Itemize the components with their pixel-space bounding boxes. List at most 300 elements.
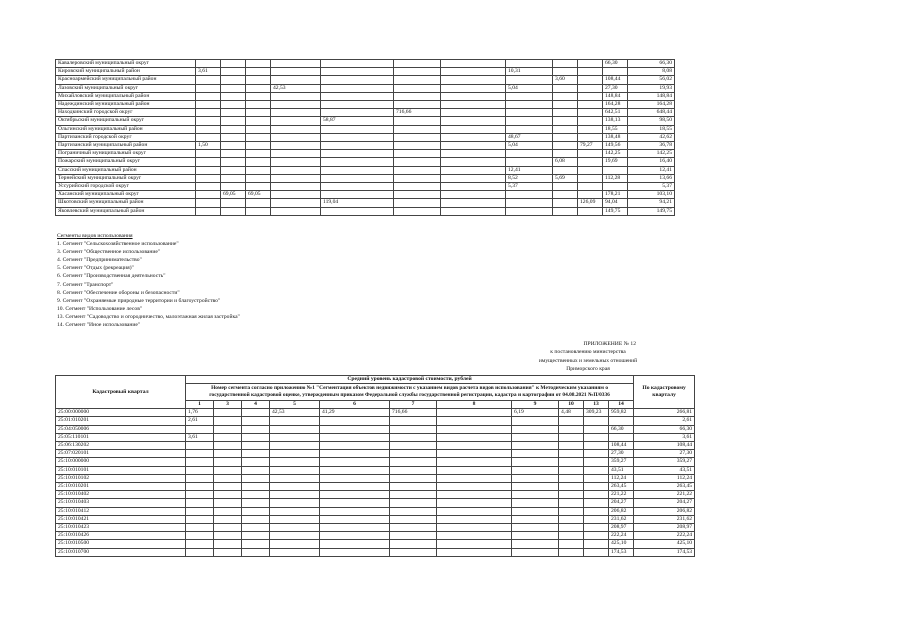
segment-value-c9: 5,04 xyxy=(506,84,553,92)
segment-value-c1 xyxy=(196,191,221,199)
segment-value-c14 xyxy=(609,433,634,441)
cadastral-quarter-number: 25:10:010421 xyxy=(56,515,186,523)
municipality-name: Октябрьский муниципальный округ xyxy=(56,117,196,125)
segment-value-c10 xyxy=(559,524,584,532)
municipality-name: Яковлевский муниципальный район xyxy=(56,207,196,215)
segment-value-c6 xyxy=(320,491,390,499)
segment-value-c9 xyxy=(512,425,559,433)
segment-value-c1 xyxy=(196,166,221,174)
segment-value-c13 xyxy=(584,433,609,441)
segment-value-c14: 221,22 xyxy=(609,491,634,499)
segment-value-c9 xyxy=(512,532,559,540)
table-row xyxy=(56,84,675,92)
segment-value-c6 xyxy=(321,68,394,76)
table-row xyxy=(56,474,695,482)
segment-value-c9 xyxy=(506,207,553,215)
segment-value-c5 xyxy=(270,491,320,499)
segment-value-c3 xyxy=(221,183,246,191)
municipality-name: Тернейский муниципальный округ xyxy=(56,174,196,182)
segment-value-c8 xyxy=(441,117,506,125)
segment-value-c7 xyxy=(390,548,437,556)
segment-value-c7: 716,66 xyxy=(390,409,437,417)
segment-value-c1 xyxy=(196,109,221,117)
municipality-name: Ольгинский муниципальный район xyxy=(56,125,196,133)
segment-value-c5 xyxy=(271,92,321,100)
segment-value-c10 xyxy=(553,150,578,158)
segment-value-c14: 108,44 xyxy=(609,442,634,450)
segment-value-c7 xyxy=(390,450,437,458)
segment-value-c10 xyxy=(553,183,578,191)
segment-value-c4 xyxy=(246,84,271,92)
segment-value-c6 xyxy=(320,433,390,441)
segment-value-c8 xyxy=(441,150,506,158)
segment-value-c6 xyxy=(320,417,390,425)
segment-value-c13 xyxy=(578,150,603,158)
segment-value-c7 xyxy=(394,158,441,166)
quarter-total: 222,24 xyxy=(634,532,695,540)
table-row xyxy=(56,125,675,133)
segment-value-c8 xyxy=(437,483,512,491)
municipality-total: 56,02 xyxy=(628,76,675,84)
segment-value-c9 xyxy=(512,548,559,556)
segment-value-c3 xyxy=(214,458,242,466)
segment-value-c14: 149,56 xyxy=(603,142,628,150)
segment-value-c3 xyxy=(214,499,242,507)
segment-value-c9 xyxy=(506,117,553,125)
municipality-name: Уссурийский городской округ xyxy=(56,183,196,191)
segment-value-c14: 142,25 xyxy=(603,150,628,158)
segment-value-c5 xyxy=(271,101,321,109)
segment-value-c4 xyxy=(242,515,270,523)
cadastral-quarter-number: 25:10:010402 xyxy=(56,491,186,499)
segment-value-c3 xyxy=(214,507,242,515)
segment-value-c9 xyxy=(512,540,559,548)
cadastral-quarter-number: 25:10:010201 xyxy=(56,483,186,491)
segment-value-c10 xyxy=(559,442,584,450)
segment-value-c13 xyxy=(584,515,609,523)
segment-value-c5 xyxy=(271,68,321,76)
segment-value-c7: 716,66 xyxy=(394,109,441,117)
segment-value-c8 xyxy=(441,76,506,84)
legend-item: 13. Сегмент "Садоводство и огородничество, малоэтажная жилая застройка" xyxy=(57,313,240,320)
segment-value-c3 xyxy=(214,532,242,540)
segment-value-c6 xyxy=(321,92,394,100)
segment-value-c5 xyxy=(270,433,320,441)
segment-value-c14: 231,62 xyxy=(609,515,634,523)
segment-value-c3: 69,05 xyxy=(221,191,246,199)
segment-value-c6 xyxy=(320,458,390,466)
segment-value-c3 xyxy=(221,207,246,215)
segment-value-c9 xyxy=(512,442,559,450)
segment-value-c10 xyxy=(553,191,578,199)
segment-value-c8 xyxy=(437,548,512,556)
segment-value-c10 xyxy=(559,507,584,515)
segment-value-c3 xyxy=(221,84,246,92)
segment-value-c10 xyxy=(559,532,584,540)
segment-value-c5 xyxy=(270,450,320,458)
segment-value-c1 xyxy=(186,507,214,515)
segment-value-c13 xyxy=(584,425,609,433)
segment-value-c3 xyxy=(221,76,246,84)
municipality-name: Находкинский городской округ xyxy=(56,109,196,117)
segment-value-c6 xyxy=(321,174,394,182)
table-row xyxy=(56,199,675,207)
segment-value-c7 xyxy=(390,524,437,532)
segment-value-c14: 642,51 xyxy=(603,109,628,117)
segment-value-c6: 58,87 xyxy=(321,117,394,125)
segment-value-c7 xyxy=(394,174,441,182)
segment-value-c10 xyxy=(553,60,578,68)
segment-value-c4 xyxy=(246,117,271,125)
segment-value-c13 xyxy=(584,442,609,450)
segment-value-c5 xyxy=(270,483,320,491)
segment-value-c5 xyxy=(270,507,320,515)
segment-value-c3 xyxy=(214,491,242,499)
segment-value-c1 xyxy=(196,92,221,100)
segment-value-c1: 3,61 xyxy=(186,433,214,441)
municipality-name: Пожарский муниципальный округ xyxy=(56,158,196,166)
segment-value-c8 xyxy=(441,109,506,117)
segment-value-c6 xyxy=(321,76,394,84)
table-row xyxy=(56,417,695,425)
segment-value-c3 xyxy=(214,417,242,425)
segment-value-c10 xyxy=(553,125,578,133)
segment-value-c9 xyxy=(506,92,553,100)
segment-value-c13 xyxy=(584,524,609,532)
segment-value-c3 xyxy=(221,60,246,68)
quarter-total: 208,97 xyxy=(634,524,695,532)
table-row xyxy=(56,499,695,507)
segment-value-c4 xyxy=(246,207,271,215)
segment-value-c1 xyxy=(196,125,221,133)
segment-value-c14: 208,97 xyxy=(609,524,634,532)
segment-value-c9 xyxy=(512,483,559,491)
segment-value-c10 xyxy=(553,207,578,215)
municipality-total: 5,37 xyxy=(628,183,675,191)
segment-value-c10 xyxy=(553,142,578,150)
segment-value-c13 xyxy=(578,92,603,100)
quarter-total: 108,44 xyxy=(634,442,695,450)
segment-value-c14: 178,21 xyxy=(603,191,628,199)
segment-value-c13 xyxy=(578,158,603,166)
segment-value-c5 xyxy=(270,515,320,523)
segment-value-c3 xyxy=(214,524,242,532)
segment-value-c8 xyxy=(441,125,506,133)
segment-value-c10 xyxy=(559,458,584,466)
segment-value-c14: 66,30 xyxy=(603,60,628,68)
segment-value-c7 xyxy=(394,199,441,207)
segment-value-c8 xyxy=(441,166,506,174)
segment-value-c9 xyxy=(512,450,559,458)
segment-value-c4 xyxy=(242,483,270,491)
segment-value-c8 xyxy=(437,433,512,441)
segments-legend xyxy=(57,232,240,329)
table-row xyxy=(56,166,675,174)
segment-value-c4 xyxy=(246,133,271,141)
segment-value-c8 xyxy=(437,540,512,548)
segment-value-c7 xyxy=(394,117,441,125)
segment-value-c13 xyxy=(578,76,603,84)
segment-value-c5 xyxy=(271,174,321,182)
segment-value-c8 xyxy=(441,68,506,76)
segment-value-c1 xyxy=(186,474,214,482)
segment-value-c1 xyxy=(196,199,221,207)
segment-value-c13 xyxy=(584,548,609,556)
segment-value-c6 xyxy=(320,548,390,556)
segment-value-c9 xyxy=(506,60,553,68)
table-row xyxy=(56,409,695,417)
segment-value-c1: 3,61 xyxy=(196,68,221,76)
segment-value-c6 xyxy=(320,524,390,532)
segment-value-c4 xyxy=(242,548,270,556)
segment-value-c10 xyxy=(559,499,584,507)
segment-value-c7 xyxy=(394,84,441,92)
segment-value-c7 xyxy=(390,540,437,548)
segment-value-c14: 112,24 xyxy=(609,474,634,482)
segment-value-c14: 222,24 xyxy=(609,532,634,540)
segment-value-c4 xyxy=(246,101,271,109)
segment-value-c6 xyxy=(320,515,390,523)
segment-value-c1: 1,50 xyxy=(196,142,221,150)
table-row xyxy=(56,548,695,556)
segment-value-c7 xyxy=(394,133,441,141)
segment-value-c8 xyxy=(441,133,506,141)
table-row xyxy=(56,117,675,125)
segment-value-c14: 43,51 xyxy=(609,466,634,474)
segment-value-c13 xyxy=(578,191,603,199)
quarter-total: 221,22 xyxy=(634,491,695,499)
cadastral-quarter-number: 25:10:010500 xyxy=(56,540,186,548)
segment-value-c3 xyxy=(214,450,242,458)
quarter-total: 3,61 xyxy=(634,433,695,441)
legend-item: 1. Сегмент "Сельскохозяйственное использование" xyxy=(57,241,179,248)
segment-value-c3 xyxy=(221,68,246,76)
segment-value-c1 xyxy=(186,466,214,474)
legend-item: 14. Сегмент "Иное использование" xyxy=(57,322,141,329)
segment-value-c6 xyxy=(320,450,390,458)
segment-value-c10 xyxy=(553,109,578,117)
segment-value-c13 xyxy=(584,532,609,540)
segment-value-c4 xyxy=(242,532,270,540)
segment-value-c6 xyxy=(320,474,390,482)
segment-value-c8 xyxy=(441,101,506,109)
segment-value-c5 xyxy=(270,417,320,425)
segment-value-c5 xyxy=(270,425,320,433)
table-row xyxy=(56,60,675,68)
segment-value-c9 xyxy=(512,417,559,425)
segment-value-c7 xyxy=(394,68,441,76)
segment-value-c3 xyxy=(221,125,246,133)
segment-value-c1 xyxy=(196,133,221,141)
segment-value-c8 xyxy=(441,142,506,150)
municipality-name: Красноармейский муниципальный район xyxy=(56,76,196,84)
segment-value-c6 xyxy=(320,483,390,491)
segment-value-c4 xyxy=(246,183,271,191)
municipality-total: 149,75 xyxy=(628,207,675,215)
segment-value-c14: 359,27 xyxy=(609,458,634,466)
table-row xyxy=(56,68,675,76)
segment-value-c8 xyxy=(437,515,512,523)
segment-value-c1 xyxy=(186,442,214,450)
segment-value-c6 xyxy=(321,207,394,215)
segment-value-c1: 1,76 xyxy=(186,409,214,417)
segment-value-c14: 138,48 xyxy=(603,133,628,141)
segment-value-c4 xyxy=(246,109,271,117)
table-row xyxy=(56,76,675,84)
segment-value-c1 xyxy=(196,117,221,125)
municipality-total: 142,25 xyxy=(628,150,675,158)
segment-value-c8 xyxy=(437,499,512,507)
appendix-line: Приморского края xyxy=(566,366,610,373)
segment-value-c9 xyxy=(506,150,553,158)
segment-value-c7 xyxy=(394,166,441,174)
municipality-name: Пограничный муниципальный округ xyxy=(56,150,196,158)
segment-value-c7 xyxy=(394,92,441,100)
segment-value-c4 xyxy=(246,76,271,84)
segment-value-c13 xyxy=(578,60,603,68)
quarter-total: 2,61 xyxy=(634,417,695,425)
segment-value-c8 xyxy=(437,466,512,474)
municipality-total: 13,66 xyxy=(628,174,675,182)
segment-value-c3 xyxy=(221,109,246,117)
segment-value-c5 xyxy=(271,117,321,125)
segment-value-c3 xyxy=(221,166,246,174)
segment-value-c8 xyxy=(437,450,512,458)
municipality-total: 164,28 xyxy=(628,101,675,109)
segment-value-c6: 119,04 xyxy=(321,199,394,207)
cadastral-quarter-body xyxy=(56,409,695,557)
segment-value-c1 xyxy=(186,499,214,507)
segment-value-c5 xyxy=(271,109,321,117)
segment-value-c13 xyxy=(584,458,609,466)
segment-value-c10 xyxy=(553,117,578,125)
segment-value-c4 xyxy=(242,474,270,482)
segment-value-c10: 5,69 xyxy=(553,174,578,182)
segment-value-c8 xyxy=(437,425,512,433)
quarter-total: 27,30 xyxy=(634,450,695,458)
segment-value-c5 xyxy=(270,540,320,548)
segment-value-c8 xyxy=(437,507,512,515)
segment-value-c4 xyxy=(242,409,270,417)
legend-item: 10. Сегмент "Использование лесов" xyxy=(57,305,143,312)
segment-value-c7 xyxy=(394,142,441,150)
legend-item: 4. Сегмент "Предпринимательство" xyxy=(57,257,142,264)
segment-value-c5 xyxy=(271,60,321,68)
segment-value-c9 xyxy=(506,191,553,199)
segment-value-c8 xyxy=(437,474,512,482)
segment-value-c10: 4,48 xyxy=(559,409,584,417)
segment-value-c5 xyxy=(270,458,320,466)
segment-value-c13 xyxy=(578,183,603,191)
quarter-total: 231,62 xyxy=(634,515,695,523)
segment-value-c10 xyxy=(559,483,584,491)
segment-value-c14: 425,10 xyxy=(609,540,634,548)
segment-value-c10 xyxy=(559,491,584,499)
segment-value-c8 xyxy=(441,191,506,199)
segment-value-c7 xyxy=(390,433,437,441)
table-row xyxy=(56,540,695,548)
segment-value-c6 xyxy=(321,166,394,174)
segment-value-c7 xyxy=(394,76,441,84)
segment-value-c1 xyxy=(196,183,221,191)
segment-value-c13 xyxy=(584,507,609,515)
segment-value-c3 xyxy=(221,92,246,100)
cadastral-quarter-number: 25:00:000000 xyxy=(56,409,186,417)
segment-value-c1 xyxy=(186,450,214,458)
cadastral-quarter-number: 25:10:010423 xyxy=(56,524,186,532)
segment-value-c10: 3,60 xyxy=(553,76,578,84)
segment-value-c6 xyxy=(320,425,390,433)
cadastral-quarter-number: 25:05:110101 xyxy=(56,433,186,441)
segment-value-c4 xyxy=(242,433,270,441)
segment-value-c7 xyxy=(390,491,437,499)
segment-value-c1 xyxy=(196,174,221,182)
municipality-total: 98,50 xyxy=(628,117,675,125)
table-row xyxy=(56,491,695,499)
table-row xyxy=(56,142,675,150)
segment-value-c14: 108,44 xyxy=(603,76,628,84)
segment-value-c4 xyxy=(242,450,270,458)
segment-value-c3 xyxy=(221,174,246,182)
segment-value-c9: 12,41 xyxy=(506,166,553,174)
segment-value-c14: 27,30 xyxy=(603,84,628,92)
segment-value-c10 xyxy=(559,466,584,474)
municipality-total: 19,93 xyxy=(628,84,675,92)
segment-value-c4 xyxy=(246,68,271,76)
segment-value-c3 xyxy=(221,117,246,125)
segment-value-c4 xyxy=(242,458,270,466)
segment-value-c3 xyxy=(221,133,246,141)
municipality-name: Партизанский муниципальный район xyxy=(56,142,196,150)
municipality-total: 8,08 xyxy=(628,68,675,76)
segment-number: 13 xyxy=(584,401,609,409)
segment-value-c7 xyxy=(390,532,437,540)
segment-value-c7 xyxy=(390,417,437,425)
segment-value-c1 xyxy=(186,532,214,540)
header-cadastral-quarter: Кадастровый квартал xyxy=(56,376,186,409)
municipality-name: Кавалеровский муниципальный округ xyxy=(56,60,196,68)
segment-number: 8 xyxy=(437,401,512,409)
segment-value-c13 xyxy=(578,84,603,92)
cadastral-quarter-number: 25:10:000000 xyxy=(56,458,186,466)
segment-value-c9: 8,52 xyxy=(506,174,553,182)
segment-value-c9 xyxy=(512,474,559,482)
segment-value-c9 xyxy=(512,458,559,466)
table-row xyxy=(56,133,675,141)
segment-value-c10 xyxy=(553,68,578,76)
segment-value-c1 xyxy=(196,76,221,84)
segment-value-c8 xyxy=(441,158,506,166)
segment-value-c1 xyxy=(196,60,221,68)
segment-value-c13 xyxy=(584,540,609,548)
segment-value-c3 xyxy=(221,150,246,158)
municipality-name: Надеждинский муниципальный район xyxy=(56,101,196,109)
segment-value-c14: 66,30 xyxy=(609,425,634,433)
table-row xyxy=(56,109,675,117)
cadastral-quarter-number: 25:01:010201 xyxy=(56,417,186,425)
segment-value-c7 xyxy=(390,483,437,491)
header-average-cost: Средний уровень кадастровой стоимости, рублей xyxy=(186,376,634,384)
segment-value-c7 xyxy=(390,515,437,523)
segment-value-c9: 5,37 xyxy=(506,183,553,191)
legend-item: 3. Сегмент "Общественное использование" xyxy=(57,249,161,256)
segment-value-c1 xyxy=(186,483,214,491)
segment-value-c3 xyxy=(221,142,246,150)
legend-item: 8. Сегмент "Обеспечение обороны и безопасности" xyxy=(57,289,180,296)
municipality-name: Хасанский муниципальный округ xyxy=(56,191,196,199)
segment-value-c6 xyxy=(321,125,394,133)
municipality-total: 103,10 xyxy=(628,191,675,199)
